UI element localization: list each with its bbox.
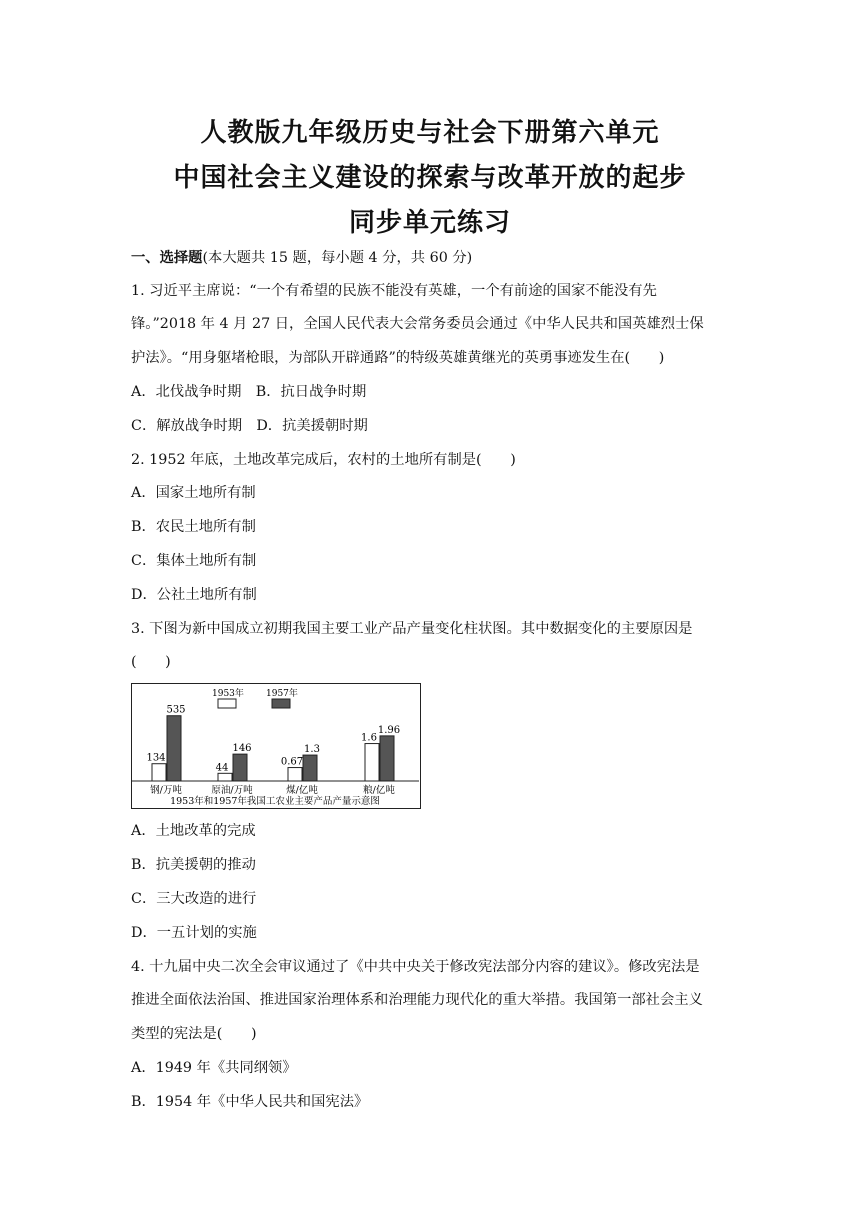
q3-option-a: A．土地改革的完成 <box>131 823 256 839</box>
production-bar-chart <box>131 683 421 809</box>
q2-option-d: D．公社土地所有制 <box>131 587 257 603</box>
q3-stem-line2: ( ) <box>131 654 171 670</box>
q1-stem-line1: 1. 习近平主席说：“一个有希望的民族不能没有英雄，一个有前途的国家不能没有先 <box>131 283 657 299</box>
legend-swatch-0 <box>218 699 236 708</box>
bar-0-2 <box>288 768 302 781</box>
q4-stem-line2: 推进全面依法治国、推进国家治理体系和治理能力现代化的重大举措。我国第一部社会主义 <box>131 992 703 1008</box>
data-label-1-2: 1.3 <box>304 744 320 756</box>
q3-option-d: D．一五计划的实施 <box>131 925 257 941</box>
q4-option-b: B．1954 年《中华人民共和国宪法》 <box>131 1094 369 1110</box>
category-label-0: 钢/万吨 <box>150 785 182 796</box>
q1-options-ab: A．北伐战争时期 B．抗日战争时期 <box>131 384 367 400</box>
document-title-line2: 中国社会主义建设的探索与改革开放的起步 <box>173 163 687 193</box>
data-label-0-0: 134 <box>146 752 166 764</box>
q4-stem-line1: 4. 十九届中央二次全会审议通过了《中共中央关于修改宪法部分内容的建议》。修改宪法是 <box>131 959 700 975</box>
q2-option-a: A．国家土地所有制 <box>131 485 256 501</box>
q2-option-b: B．农民土地所有制 <box>131 519 256 535</box>
data-label-1-1: 146 <box>232 743 252 755</box>
q3-option-c: C．三大改造的进行 <box>131 891 257 907</box>
bar-0-3 <box>365 744 379 781</box>
section-description: (本大题共 15 题，每小题 4 分，共 60 分) <box>202 250 473 266</box>
q1-stem-line3: 护法》。“用身躯堵枪眼，为部队开辟通路”的特级英雄黄继光的英勇事迹发生在( ) <box>131 350 665 366</box>
data-label-1-3: 1.96 <box>377 724 401 736</box>
q4-stem-line3: 类型的宪法是( ) <box>131 1026 257 1042</box>
data-label-0-3: 1.6 <box>361 732 377 744</box>
bar-0-0 <box>152 764 166 781</box>
chart-svg <box>132 684 419 807</box>
document-title-line3: 同步单元练习 <box>348 208 511 238</box>
category-label-1: 原油/万吨 <box>211 785 253 796</box>
legend-label-0: 1953年 <box>212 689 244 699</box>
q3-option-b: B．抗美援朝的推动 <box>131 857 256 873</box>
category-label-2: 煤/亿吨 <box>286 785 318 796</box>
bar-1-3 <box>380 736 394 781</box>
bar-0-1 <box>218 773 232 781</box>
q2-option-c: C．集体土地所有制 <box>131 553 257 569</box>
q1-stem-line2: 锋。”2018 年 4 月 27 日，全国人民代表大会常务委员会通过《中华人民共和国英雄烈士保 <box>131 316 704 332</box>
legend-swatch-1 <box>272 699 290 708</box>
data-label-1-0: 535 <box>166 704 186 716</box>
section-heading <box>131 248 736 268</box>
document-title-line1: 人教版九年级历史与社会下册第六单元 <box>200 118 660 148</box>
q4-option-a: A．1949 年《共同纲领》 <box>131 1060 297 1076</box>
chart-title: 1953年和1957年我国工农业主要产品产量示意图 <box>170 796 380 807</box>
q3-stem-line1: 3. 下图为新中国成立初期我国主要工业产品产量变化柱状图。其中数据变化的主要原因是 <box>131 621 693 637</box>
data-label-0-2: 0.67 <box>280 756 304 768</box>
bar-1-0 <box>167 716 181 781</box>
q1-options-cd: C．解放战争时期 D．抗美援朝时期 <box>131 418 368 434</box>
bar-1-1 <box>233 754 247 781</box>
q2-stem: 2. 1952 年底，土地改革完成后，农村的土地所有制是( ) <box>131 452 516 468</box>
bar-1-2 <box>303 755 317 781</box>
data-label-0-1: 44 <box>215 762 229 774</box>
category-label-3: 粮/亿吨 <box>363 785 395 796</box>
section-label: 一、选择题 <box>131 250 203 266</box>
legend-label-1: 1957年 <box>266 689 298 699</box>
